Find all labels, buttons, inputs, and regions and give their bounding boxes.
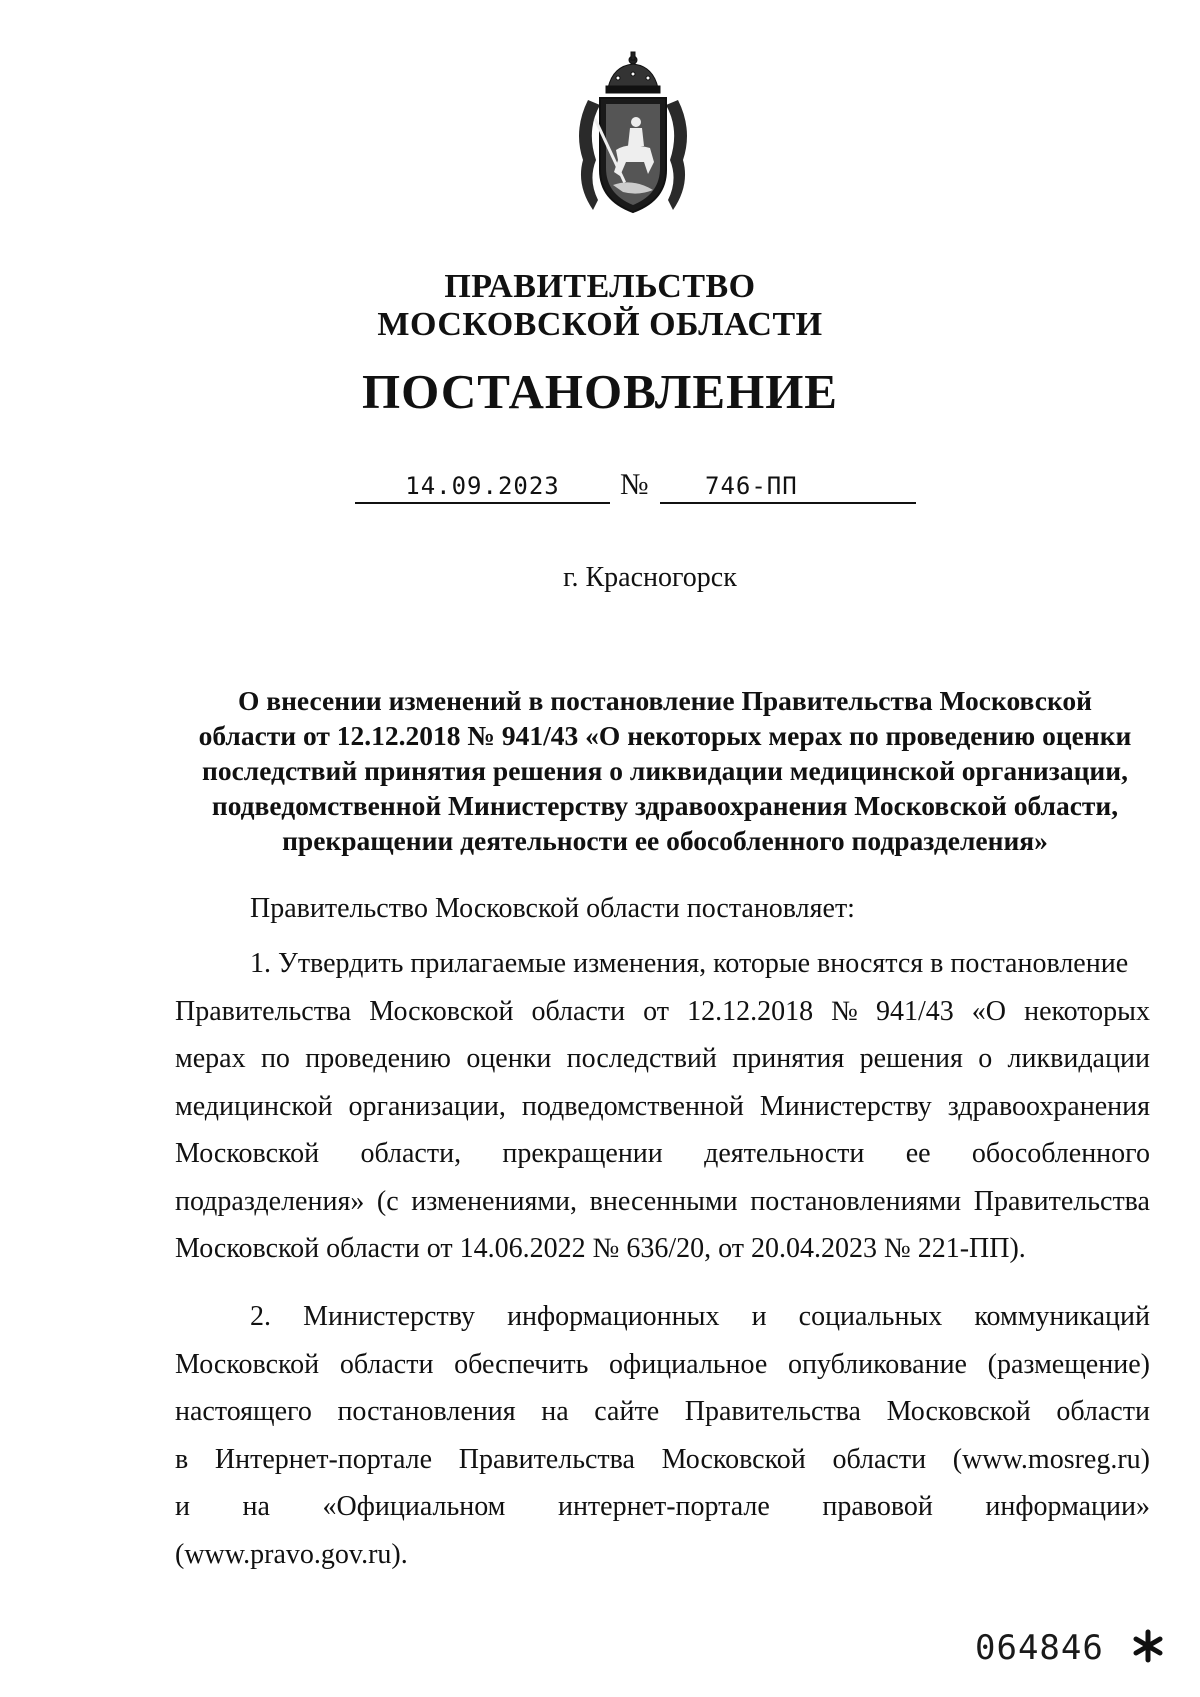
word: и — [175, 1491, 190, 1522]
word: проведению — [305, 1043, 451, 1074]
word: официальное — [609, 1348, 768, 1380]
word: на — [242, 1491, 270, 1522]
number-sign: № — [620, 468, 649, 501]
word: решения — [859, 1043, 963, 1074]
word: информации» — [985, 1491, 1150, 1522]
coat-of-arms-icon — [568, 50, 698, 220]
word: (www.mosreg.ru) — [952, 1443, 1150, 1475]
word: медицинской — [175, 1090, 333, 1122]
paragraph-1 — [175, 940, 1150, 1273]
title-line: прекращении деятельности ее обособленного подразделения» — [282, 825, 1048, 856]
word: некоторых — [1024, 995, 1150, 1027]
word: и — [751, 1301, 767, 1332]
word: «О — [971, 995, 1007, 1027]
word: 12.12.2018 — [687, 995, 814, 1027]
title-line: области от 12.12.2018 № 941/43 «О некоторых мерах по проведению оценки — [198, 720, 1132, 751]
word: правовой — [822, 1491, 933, 1522]
word: организации, — [348, 1090, 506, 1122]
word: в — [175, 1443, 189, 1475]
word: опубликование — [788, 1348, 967, 1380]
word: здравоохранения — [947, 1090, 1150, 1122]
word: Московской — [886, 1396, 1031, 1427]
word: Московской области от 14.06.2022 № 636/20, от 20.04.2023 № 221-ПП). — [175, 1233, 1026, 1264]
word: последствий — [566, 1043, 717, 1074]
word: ее — [905, 1138, 931, 1169]
word: коммуникаций — [974, 1301, 1150, 1332]
word: 2. — [250, 1301, 271, 1332]
text-line — [175, 988, 1150, 1036]
authority-name-line2: МОСКОВСКОЙ ОБЛАСТИ — [377, 306, 823, 343]
word: ликвидации — [1007, 1043, 1150, 1074]
city-of-issue: г. Красногорск — [563, 562, 737, 593]
word: информационных — [507, 1301, 720, 1332]
text-line — [175, 1083, 1150, 1131]
word: деятельности — [704, 1138, 865, 1169]
word: области — [1056, 1396, 1150, 1427]
registration-line — [355, 464, 916, 504]
date-underline — [355, 502, 610, 504]
title-line: подведомственной Министерству здравоохранения Московской области, — [211, 790, 1119, 821]
text-line — [175, 1225, 1150, 1273]
word: мерах — [175, 1043, 246, 1074]
word: подразделения» — [175, 1185, 365, 1217]
word: области — [339, 1348, 434, 1380]
title-line: О внесении изменений в постановление Правительства Московской — [237, 685, 1093, 716]
word: Московской — [175, 1348, 320, 1380]
preamble: Правительство Московской области постановляет: — [250, 893, 855, 924]
word: Правительства — [175, 995, 352, 1027]
word: прекращении — [502, 1138, 663, 1169]
word: от — [643, 995, 670, 1027]
word: по — [260, 1043, 290, 1074]
text-line — [175, 1531, 1150, 1579]
word: Министерству — [759, 1090, 932, 1122]
text-line — [175, 1483, 1150, 1531]
serial-number: 064846 — [975, 1628, 1104, 1668]
text-line — [175, 1035, 1150, 1083]
word: Правительства — [684, 1396, 861, 1427]
text-line — [175, 1293, 1150, 1341]
word: интернет-портале — [557, 1491, 770, 1522]
word: обособленного — [971, 1138, 1150, 1169]
word: оценки — [466, 1043, 552, 1074]
title-line: последствий принятия решения о ликвидации медицинской организации, — [201, 755, 1128, 786]
word: области — [832, 1443, 927, 1475]
text-line — [175, 1388, 1150, 1436]
word: изменениями, — [411, 1185, 578, 1217]
word: области, — [360, 1138, 462, 1169]
number-underline — [660, 502, 916, 504]
word: (размещение) — [987, 1348, 1150, 1380]
document-title — [165, 683, 1165, 858]
word: на — [541, 1396, 569, 1427]
word: Министерству — [303, 1301, 475, 1332]
word: Московской — [369, 995, 514, 1027]
document-type-heading: ПОСТАНОВЛЕНИЕ — [362, 364, 838, 419]
text-line — [175, 940, 1150, 988]
word: (с — [376, 1185, 399, 1217]
document-number: 746-ПП — [705, 472, 798, 500]
word: Московской — [661, 1443, 806, 1475]
word: обеспечить — [454, 1348, 589, 1380]
text-line — [175, 1178, 1150, 1226]
word: «Официальном — [322, 1491, 506, 1522]
word: Правительства — [458, 1443, 635, 1475]
word: настоящего — [175, 1396, 312, 1427]
word: 1. Утвердить прилагаемые изменения, которые вносятся в постановление — [250, 948, 1129, 979]
word: (www.pravo.gov.ru). — [175, 1538, 408, 1570]
word: Московской — [175, 1138, 320, 1169]
paragraph-2 — [175, 1293, 1150, 1578]
authority-name-line1: ПРАВИТЕЛЬСТВО — [444, 268, 756, 305]
word: постановлениями — [750, 1185, 962, 1217]
text-line — [175, 1341, 1150, 1389]
word: постановления — [337, 1396, 516, 1427]
word: сайте — [594, 1396, 660, 1427]
word: принятия — [732, 1043, 845, 1074]
word: № — [831, 995, 858, 1027]
word: Интернет-портале — [214, 1443, 433, 1475]
word: о — [978, 1043, 993, 1074]
document-date: 14.09.2023 — [405, 472, 560, 500]
asterisk-icon — [1130, 1628, 1166, 1664]
word: подведомственной — [521, 1090, 744, 1122]
word: Правительства — [973, 1185, 1150, 1217]
text-line — [175, 1436, 1150, 1484]
word: 941/43 — [875, 995, 954, 1027]
word: внесенными — [589, 1185, 738, 1217]
word: социальных — [798, 1301, 943, 1332]
word: области — [531, 995, 626, 1027]
text-line — [175, 1130, 1150, 1178]
